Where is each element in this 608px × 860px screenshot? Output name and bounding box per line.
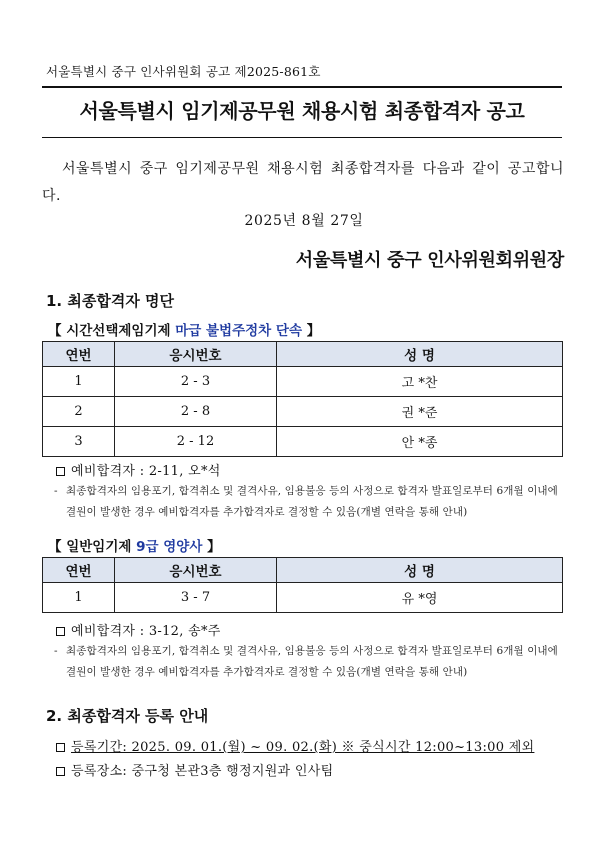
table-header-row — [43, 342, 563, 367]
group-1-title-open: 【 시간선택제임기제 — [48, 323, 176, 339]
square-bullet-icon — [56, 627, 65, 636]
square-bullet-icon — [56, 467, 65, 476]
section-2-heading: 2. 최종합격자 등록 안내 — [46, 707, 209, 725]
cell-seq: 3 — [43, 427, 115, 457]
col-header-exam-no: 응시번호 — [115, 342, 277, 367]
group-2-note — [54, 641, 566, 683]
signer: 서울특별시 중구 인사위원회위원장 — [295, 250, 564, 271]
col-header-seq: 연번 — [43, 558, 115, 583]
group-2-title — [48, 535, 221, 555]
title-top-rule — [42, 86, 562, 88]
group-1-note — [54, 481, 566, 523]
group-1-note-text: 최종합격자의 임용포기, 합격취소 및 결격사유, 임용불응 등의 사정으로 합격자 발표일로부터 6개월 이내에 결원이 발생한 경우 예비합격자를 추가합격자로 결정할 수 있음(개별 연락을 통해 안내) — [66, 485, 558, 518]
cell-seq: 1 — [43, 367, 115, 397]
col-header-name: 성 명 — [277, 558, 563, 583]
col-header-seq: 연번 — [43, 342, 115, 367]
title-bottom-rule — [42, 137, 562, 138]
cell-exam-no: 2 - 12 — [115, 427, 277, 457]
cell-name: 유 *영 — [277, 583, 563, 613]
cell-exam-no: 2 - 3 — [115, 367, 277, 397]
notice-number: 서울특별시 중구 인사위원회 공고 제2025-861호 — [46, 64, 321, 79]
table-row — [43, 427, 563, 457]
group-2-grade: 9급 영양사 — [136, 539, 203, 555]
table-row — [43, 583, 563, 613]
registration-place — [56, 760, 333, 779]
group-2-table — [42, 557, 563, 613]
cell-name: 안 *종 — [277, 427, 563, 457]
notice-date: 2025년 8월 27일 — [244, 213, 364, 229]
col-header-name: 성 명 — [277, 342, 563, 367]
group-2-title-open: 【 일반임기제 — [48, 539, 137, 555]
group-2-title-close: 】 — [202, 539, 221, 555]
group-2-note-text: 최종합격자의 임용포기, 합격취소 및 결격사유, 임용불응 등의 사정으로 합격자 발표일로부터 6개월 이내에 결원이 발생한 경우 예비합격자를 추가합격자로 결정할 수 있음(개별 연락을 통해 안내) — [66, 645, 558, 678]
cell-seq: 2 — [43, 397, 115, 427]
group-1-grade: 마급 불법주정차 단속 — [175, 323, 303, 339]
square-bullet-icon — [56, 743, 65, 752]
group-2-reserve-text: 예비합격자 : 3-12, 송*주 — [71, 624, 221, 639]
registration-place-text: 등록장소: 중구청 본관3층 행정지원과 인사팀 — [71, 764, 334, 779]
table-row — [43, 367, 563, 397]
group-1-title — [48, 319, 320, 339]
cell-seq: 1 — [43, 583, 115, 613]
group-1-reserve-text: 예비합격자 : 2-11, 오*석 — [71, 464, 221, 479]
cell-exam-no: 3 - 7 — [115, 583, 277, 613]
table-header-row — [43, 558, 563, 583]
cell-name: 권 *준 — [277, 397, 563, 427]
group-1-reserve — [56, 460, 221, 479]
col-header-exam-no: 응시번호 — [115, 558, 277, 583]
registration-period-text: 등록기간: 2025. 09. 01.(월) ~ 09. 02.(화) ※ 중식시간 12:00~13:00 제외 — [71, 740, 535, 755]
registration-period — [56, 736, 534, 755]
group-1-table — [42, 341, 563, 457]
dash-bullet: - — [54, 645, 58, 657]
section-1-heading: 1. 최종합격자 명단 — [46, 292, 175, 310]
cell-exam-no: 2 - 8 — [115, 397, 277, 427]
intro-paragraph: 서울특별시 중구 임기제공무원 채용시험 최종합격자를 다음과 같이 공고합니다. — [42, 161, 564, 204]
table-row — [43, 397, 563, 427]
square-bullet-icon — [56, 767, 65, 776]
group-1-title-close: 】 — [302, 323, 321, 339]
page-title: 서울특별시 임기제공무원 채용시험 최종합격자 공고 — [79, 99, 525, 123]
cell-name: 고 *찬 — [277, 367, 563, 397]
dash-bullet: - — [54, 485, 58, 497]
group-2-reserve — [56, 620, 221, 639]
